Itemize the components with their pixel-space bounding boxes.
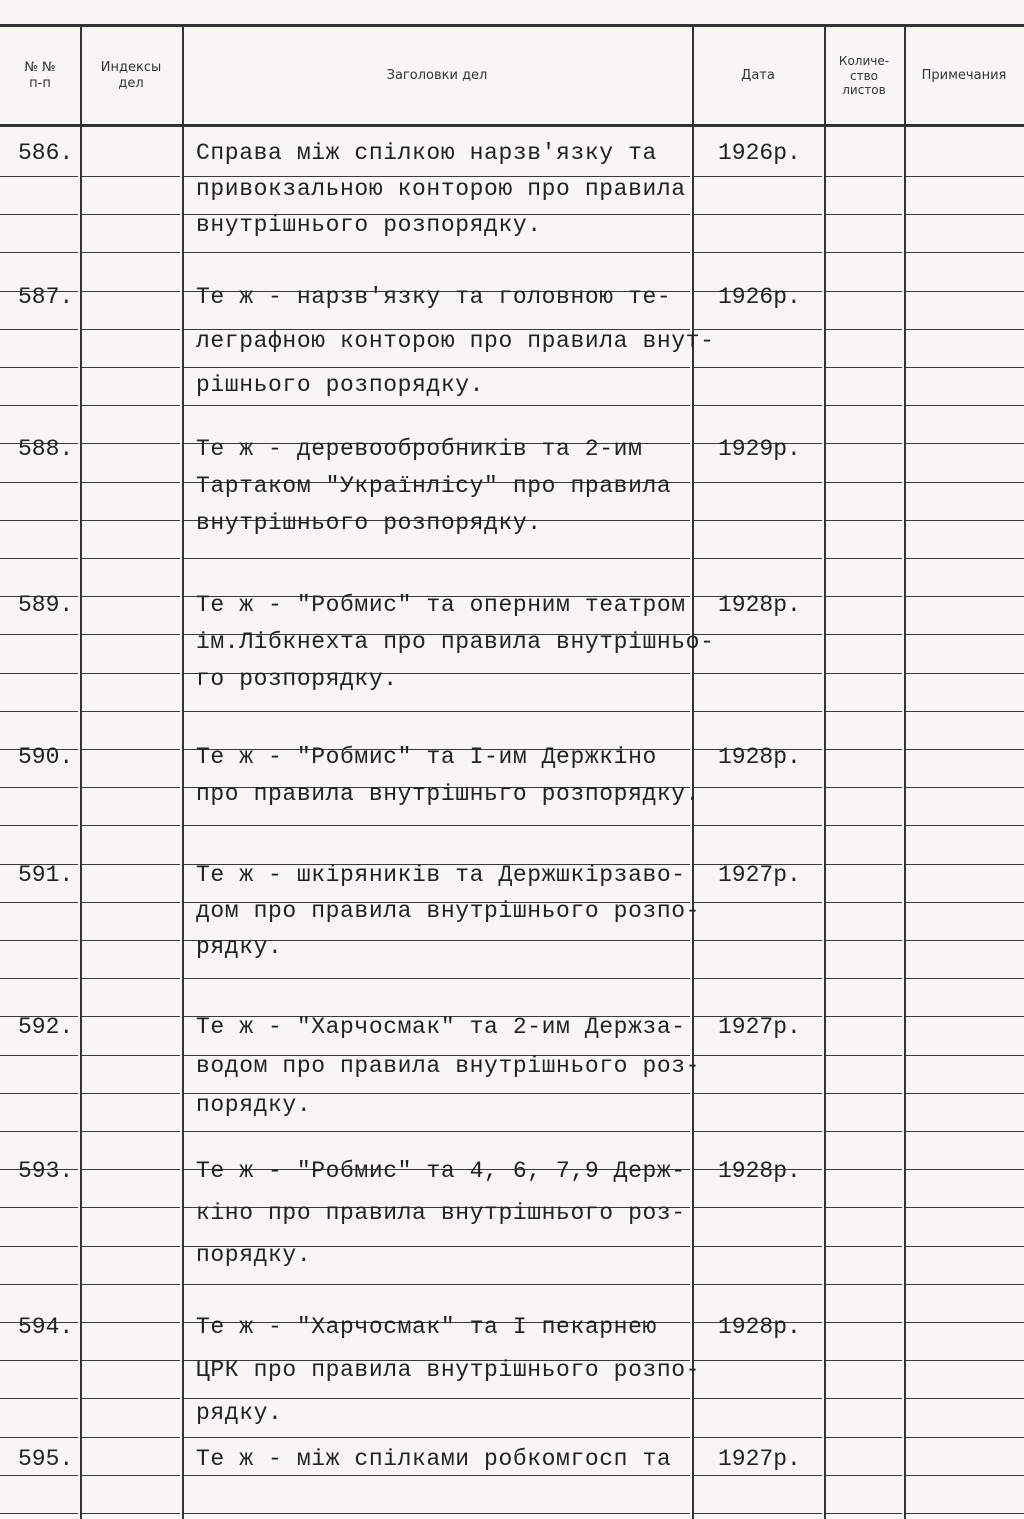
ruled-line — [906, 673, 1024, 674]
ruled-line — [826, 1284, 902, 1285]
ruled-line — [826, 1131, 902, 1132]
ruled-line — [0, 940, 78, 941]
ruled-line — [0, 978, 78, 979]
entry-number: 591. — [18, 862, 74, 888]
entry-date: 1927р. — [718, 862, 801, 888]
ruled-line — [906, 1284, 1024, 1285]
ruled-line — [906, 443, 1024, 444]
ruled-line — [82, 214, 180, 215]
ruled-line — [694, 787, 822, 788]
ruled-line — [694, 214, 822, 215]
header-title: Заголовки дел — [386, 68, 488, 84]
entry-title-line: внутрішнього розпорядку. — [196, 510, 542, 536]
ruled-line — [826, 520, 902, 521]
ruled-line — [82, 1513, 180, 1514]
ruled-line — [826, 1322, 902, 1323]
ruled-line — [906, 787, 1024, 788]
ruled-line — [82, 291, 180, 292]
ruled-line — [826, 214, 902, 215]
ruled-line — [906, 1322, 1024, 1323]
ruled-line — [906, 176, 1024, 177]
entry-title-line: порядку. — [196, 1092, 312, 1118]
ruled-line — [0, 1475, 78, 1476]
ruled-line — [694, 711, 822, 712]
entry-title-line: Тартаком "Українлісу" про правила — [196, 473, 672, 499]
ruled-line — [906, 329, 1024, 330]
entry-number: 592. — [18, 1014, 74, 1040]
ruled-line — [826, 940, 902, 941]
ruled-line — [906, 1055, 1024, 1056]
header-notes: Примечания — [921, 68, 1007, 84]
entry-title-line: Справа між спілкою нарзв'язку та — [196, 140, 657, 166]
ruled-line — [826, 1246, 902, 1247]
ruled-line — [82, 1360, 180, 1361]
ruled-line — [82, 1131, 180, 1132]
entry-title-line: привокзальною конторою про правила — [196, 176, 686, 202]
ruled-line — [826, 291, 902, 292]
ruled-line — [0, 329, 78, 330]
entry-number: 586. — [18, 140, 74, 166]
ruled-line — [184, 1131, 690, 1132]
ruled-line — [0, 673, 78, 674]
entry-title-line: рядку. — [196, 934, 283, 960]
ruled-line — [826, 787, 902, 788]
ruled-line — [694, 1398, 822, 1399]
ruled-line — [184, 1437, 690, 1438]
ruled-line — [82, 1093, 180, 1094]
ruled-line — [82, 825, 180, 826]
ruled-line — [906, 1437, 1024, 1438]
entry-title-line: Те ж - "Харчосмак" та 2-им Держза- — [196, 1014, 686, 1040]
ruled-line — [0, 1513, 78, 1514]
ruled-line — [82, 940, 180, 941]
ruled-line — [694, 978, 822, 979]
ruled-line — [826, 558, 902, 559]
entry-title-line: дом про правила внутрішнього розпо- — [196, 898, 701, 924]
header-bottom-rule — [0, 124, 1024, 127]
ruled-line — [906, 1131, 1024, 1132]
ruled-line — [906, 1207, 1024, 1208]
ruled-line — [82, 634, 180, 635]
entry-title-line: порядку. — [196, 1242, 312, 1268]
ruled-line — [826, 673, 902, 674]
ruled-line — [694, 673, 822, 674]
entry-number: 590. — [18, 744, 74, 770]
entry-date: 1926р. — [718, 140, 801, 166]
ruled-line — [0, 367, 78, 368]
ruled-line — [0, 1055, 78, 1056]
ruled-line — [694, 940, 822, 941]
ruled-line — [82, 1284, 180, 1285]
entry-number: 593. — [18, 1158, 74, 1184]
entry-title-line: водом про правила внутрішнього роз- — [196, 1053, 701, 1079]
ruled-line — [0, 902, 78, 903]
ruled-line — [906, 902, 1024, 903]
ruled-line — [82, 902, 180, 903]
ruled-line — [826, 443, 902, 444]
entry-title-line: рядку. — [196, 1400, 283, 1426]
ruled-line — [694, 1207, 822, 1208]
ruled-line — [82, 367, 180, 368]
ruled-line — [184, 711, 690, 712]
ruled-line — [0, 1284, 78, 1285]
ruled-line — [0, 405, 78, 406]
ruled-line — [184, 558, 690, 559]
ruled-line — [906, 1398, 1024, 1399]
ruled-line — [82, 978, 180, 979]
entry-title-line: кіно про правила внутрішнього роз- — [196, 1200, 686, 1226]
ruled-line — [826, 1016, 902, 1017]
ruled-line — [694, 1475, 822, 1476]
ruled-line — [906, 520, 1024, 521]
ruled-line — [184, 367, 690, 368]
ruled-line — [906, 940, 1024, 941]
ruled-line — [82, 1016, 180, 1017]
entry-date: 1926р. — [718, 284, 801, 310]
ruled-line — [694, 520, 822, 521]
ruled-line — [184, 978, 690, 979]
ruled-line — [82, 1207, 180, 1208]
ruled-line — [826, 252, 902, 253]
ruled-line — [82, 749, 180, 750]
ruled-line — [694, 1055, 822, 1056]
entry-date: 1927р. — [718, 1446, 801, 1472]
ruled-line — [82, 1437, 180, 1438]
ruled-line — [694, 252, 822, 253]
ruled-line — [184, 405, 690, 406]
ruled-line — [906, 1016, 1024, 1017]
ruled-line — [184, 1513, 690, 1514]
ruled-line — [0, 1360, 78, 1361]
ruled-line — [826, 482, 902, 483]
ruled-line — [906, 596, 1024, 597]
ruled-line — [82, 329, 180, 330]
ruled-line — [82, 711, 180, 712]
header-top-rule — [0, 24, 1024, 27]
ruled-line — [826, 1360, 902, 1361]
entry-date: 1928р. — [718, 744, 801, 770]
ruled-line — [826, 825, 902, 826]
ruled-line — [906, 558, 1024, 559]
ruled-line — [826, 329, 902, 330]
ruled-line — [0, 825, 78, 826]
ruled-line — [906, 1093, 1024, 1094]
header-date: Дата — [741, 68, 775, 84]
ruled-line — [694, 405, 822, 406]
ruled-line — [82, 558, 180, 559]
entry-title-line: леграфною конторою про правила внут- — [196, 328, 715, 354]
ruled-line — [82, 1169, 180, 1170]
ruled-line — [82, 1055, 180, 1056]
ruled-line — [82, 596, 180, 597]
ruled-line — [82, 482, 180, 483]
ruled-line — [826, 1475, 902, 1476]
ruled-line — [906, 1475, 1024, 1476]
ruled-line — [82, 1398, 180, 1399]
entry-title-line: Те ж - деревообробників та 2-им — [196, 436, 643, 462]
ruled-line — [826, 978, 902, 979]
entry-number: 594. — [18, 1314, 74, 1340]
ruled-line — [82, 520, 180, 521]
entry-title-line: Те ж - нарзв'язку та головною те- — [196, 284, 672, 310]
ruled-line — [906, 482, 1024, 483]
ruled-line — [826, 1169, 902, 1170]
ruled-line — [826, 596, 902, 597]
ruled-line — [906, 1169, 1024, 1170]
ruled-line — [826, 749, 902, 750]
ruled-line — [906, 749, 1024, 750]
entry-number: 587. — [18, 284, 74, 310]
ruled-line — [82, 443, 180, 444]
ruled-line — [826, 1055, 902, 1056]
ruled-line — [82, 252, 180, 253]
ruled-line — [0, 214, 78, 215]
ruled-line — [694, 558, 822, 559]
ruled-line — [826, 902, 902, 903]
ruled-line — [694, 825, 822, 826]
ruled-line — [0, 558, 78, 559]
ruled-line — [0, 520, 78, 521]
header-number: № № п-п — [24, 60, 56, 91]
header-index: Индексы дел — [100, 60, 162, 91]
entry-number: 589. — [18, 592, 74, 618]
ruled-line — [906, 1246, 1024, 1247]
ruled-line — [906, 711, 1024, 712]
ruled-line — [82, 787, 180, 788]
ruled-line — [0, 1093, 78, 1094]
ruled-line — [0, 1398, 78, 1399]
ruled-line — [826, 405, 902, 406]
ruled-line — [826, 1398, 902, 1399]
entry-title-line: про правила внутрішньго розпорядку. — [196, 781, 701, 807]
ruled-line — [694, 1437, 822, 1438]
ruled-line — [82, 1322, 180, 1323]
ruled-line — [82, 673, 180, 674]
entry-title-line: го розпорядку. — [196, 666, 398, 692]
ruled-line — [0, 176, 78, 177]
ruled-line — [906, 252, 1024, 253]
ruled-line — [906, 291, 1024, 292]
entry-date: 1928р. — [718, 592, 801, 618]
ruled-line — [906, 825, 1024, 826]
entry-number: 588. — [18, 436, 74, 462]
entry-date: 1928р. — [718, 1158, 801, 1184]
ruled-line — [906, 634, 1024, 635]
ruled-line — [694, 176, 822, 177]
ruled-line — [0, 787, 78, 788]
ruled-line — [826, 1207, 902, 1208]
entry-title-line: Те ж - "Робмис" та І-им Держкіно — [196, 744, 657, 770]
ruled-line — [826, 367, 902, 368]
ruled-line — [906, 978, 1024, 979]
ruled-line — [906, 367, 1024, 368]
entry-date: 1927р. — [718, 1014, 801, 1040]
ruled-line — [0, 482, 78, 483]
ruled-line — [906, 1513, 1024, 1514]
ruled-line — [906, 214, 1024, 215]
ruled-line — [184, 1284, 690, 1285]
ruled-line — [906, 1360, 1024, 1361]
ruled-line — [0, 1437, 78, 1438]
header-sheet-count: Количе- ство листов — [838, 54, 890, 98]
ruled-line — [694, 1513, 822, 1514]
ruled-line — [0, 252, 78, 253]
ruled-line — [694, 367, 822, 368]
entry-number: 595. — [18, 1446, 74, 1472]
entry-title-line: рішнього розпорядку. — [196, 372, 485, 398]
ruled-line — [0, 711, 78, 712]
entry-title-line: Те ж - "Робмис" та 4, 6, 7,9 Держ- — [196, 1158, 686, 1184]
ruled-line — [694, 1093, 822, 1094]
ruled-line — [82, 1475, 180, 1476]
ruled-line — [694, 482, 822, 483]
ruled-line — [826, 1093, 902, 1094]
entry-title-line: Те ж - "Харчосмак" та І пекарнею — [196, 1314, 657, 1340]
ruled-line — [0, 1207, 78, 1208]
entry-date: 1929р. — [718, 436, 801, 462]
ruled-line — [82, 864, 180, 865]
ruled-line — [82, 176, 180, 177]
ruled-line — [184, 1475, 690, 1476]
ruled-line — [826, 1437, 902, 1438]
entry-title-line: внутрішнього розпорядку. — [196, 212, 542, 238]
ruled-line — [0, 1246, 78, 1247]
entry-title-line: ім.Лібкнехта про правила внутрішньо- — [196, 629, 715, 655]
ruled-line — [826, 1513, 902, 1514]
entry-title-line: ЦРК про правила внутрішнього розпо- — [196, 1357, 701, 1383]
ruled-line — [0, 634, 78, 635]
ruled-line — [694, 1246, 822, 1247]
ruled-line — [82, 1246, 180, 1247]
entry-title-line: Те ж - між спілками робкомгосп та — [196, 1446, 672, 1472]
ruled-line — [826, 864, 902, 865]
entry-date: 1928р. — [718, 1314, 801, 1340]
entry-title-line: Те ж - шкіряників та Держшкірзаво- — [196, 862, 686, 888]
ruled-line — [184, 252, 690, 253]
ruled-line — [906, 864, 1024, 865]
entry-title-line: Те ж - "Робмис" та оперним театром — [196, 592, 686, 618]
ruled-line — [0, 1131, 78, 1132]
ruled-line — [694, 1131, 822, 1132]
ruled-line — [694, 1284, 822, 1285]
ruled-line — [826, 711, 902, 712]
ruled-line — [694, 1360, 822, 1361]
ruled-line — [906, 405, 1024, 406]
ruled-line — [82, 405, 180, 406]
ruled-line — [826, 634, 902, 635]
ruled-line — [694, 902, 822, 903]
ruled-line — [184, 825, 690, 826]
ruled-line — [826, 176, 902, 177]
